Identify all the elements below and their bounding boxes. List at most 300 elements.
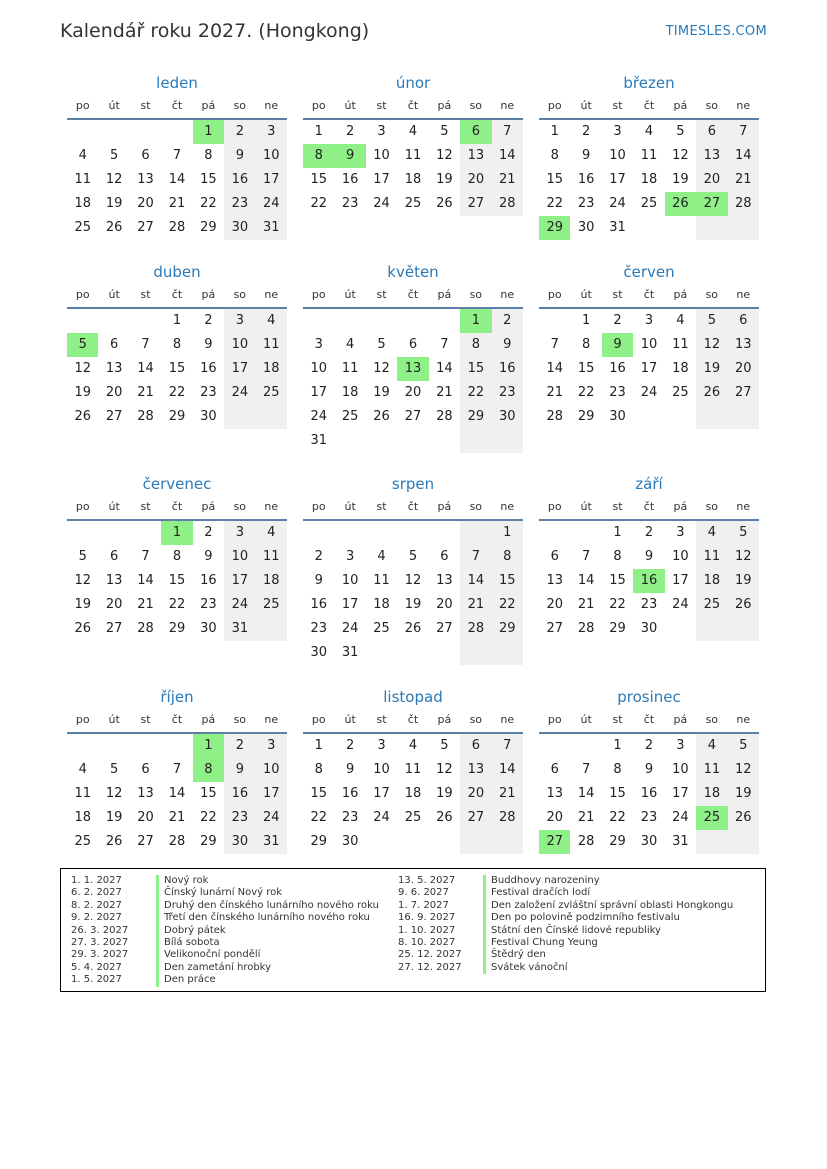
day-cell: 13 [105, 573, 123, 588]
day-cell: 4 [78, 148, 87, 163]
day-cell: 3 [644, 313, 654, 328]
weekday-label: st [612, 713, 623, 726]
day-cell: 15 [168, 573, 186, 588]
empty-day-cell [161, 734, 192, 758]
day-cell: 19 [74, 597, 91, 612]
day-cell: 18 [341, 385, 359, 400]
day-cell: 14 [492, 144, 523, 168]
day-cell: 3 [224, 309, 255, 333]
day-cell: 22 [168, 385, 186, 400]
empty-day-cell [665, 405, 696, 429]
day-cell: 16 [224, 782, 255, 806]
legend-row [398, 912, 733, 924]
holiday-name: Den po polovině podzimního festivalu [491, 912, 680, 924]
day-cell: 2 [345, 738, 355, 753]
day-cell: 28 [168, 220, 186, 235]
weekday-label: ne [500, 288, 515, 301]
weekday-label: so [705, 99, 719, 112]
day-cell: 15 [609, 573, 626, 588]
day-cell: 23 [224, 192, 255, 216]
day-cell: 2 [224, 734, 255, 758]
day-cell: 15 [460, 357, 491, 381]
day-cell: 29 [492, 617, 523, 641]
empty-day-cell [130, 521, 161, 545]
day-cell: 25 [74, 220, 91, 235]
day-cell: 4 [345, 337, 355, 352]
legend-row [398, 900, 733, 912]
day-cell: 1 [613, 738, 622, 753]
day-cell: 24 [341, 621, 359, 636]
day-cell: 2 [314, 549, 323, 564]
day-cell: 8 [172, 549, 182, 564]
day-cell: 8 [613, 549, 622, 564]
day-cell: 2 [492, 309, 523, 333]
weekday-label: ne [736, 713, 751, 726]
day-cell: 10 [224, 545, 255, 569]
weekday-label: čt [171, 99, 183, 112]
day-cell: 9 [581, 148, 591, 163]
day-cell: 14 [492, 758, 523, 782]
day-cell: 28 [577, 621, 595, 636]
empty-day-cell [366, 830, 397, 854]
empty-day-cell [460, 830, 491, 854]
day-cell: 30 [640, 834, 658, 849]
day-cell: 16 [224, 168, 255, 192]
legend-row [71, 949, 379, 961]
empty-day-cell [429, 641, 460, 665]
empty-day-cell [570, 734, 601, 758]
weekday-label: so [705, 713, 719, 726]
weekday-label: ne [736, 288, 751, 301]
day-grid [539, 521, 759, 641]
day-cell: 7 [728, 120, 759, 144]
weekday-label: pá [673, 99, 688, 112]
day-cell: 19 [74, 385, 91, 400]
empty-day-cell [539, 734, 570, 758]
day-cell: 20 [105, 597, 123, 612]
day-cell: 29 [460, 405, 491, 429]
day-cell: 13 [460, 144, 491, 168]
day-cell: 15 [546, 172, 563, 187]
weekday-label: čt [407, 99, 419, 112]
day-cell: 20 [728, 357, 759, 381]
day-cell: 15 [168, 361, 186, 376]
empty-day-cell [570, 521, 601, 545]
day-cell: 3 [256, 734, 287, 758]
empty-day-cell [130, 734, 161, 758]
empty-day-cell [429, 521, 460, 545]
holiday-color-marker [156, 949, 159, 961]
day-cell: 19 [436, 786, 453, 801]
day-cell: 20 [546, 597, 563, 612]
day-cell: 3 [377, 738, 386, 753]
empty-day-cell [429, 309, 460, 333]
weekday-label: čt [407, 288, 419, 301]
day-cell: 12 [74, 361, 91, 376]
month-name: leden [156, 74, 198, 92]
day-cell: 22 [460, 381, 491, 405]
day-cell: 6 [550, 549, 559, 564]
month-name: srpen [391, 475, 435, 493]
day-cell: 27 [404, 409, 422, 424]
day-cell: 19 [696, 357, 727, 381]
weekday-label: út [344, 99, 356, 112]
weekday-header [539, 500, 759, 521]
weekday-label: po [547, 713, 562, 726]
weekday-label: út [344, 713, 356, 726]
day-cell: 4 [408, 124, 418, 139]
holiday-name: Třetí den čínského lunárního nového roku [164, 912, 370, 924]
empty-day-cell [728, 617, 759, 641]
day-cell: 26 [436, 196, 453, 211]
month-calendar [67, 474, 287, 641]
empty-day-cell [492, 830, 523, 854]
day-cell: 24 [672, 810, 689, 825]
weekday-label: ne [500, 500, 515, 513]
day-cell: 5 [696, 309, 727, 333]
holiday-day-cell: 25 [696, 806, 727, 830]
day-cell: 13 [137, 786, 154, 801]
day-cell: 14 [137, 361, 154, 376]
weekday-header [303, 500, 523, 521]
day-cell: 20 [460, 168, 491, 192]
day-cell: 28 [492, 806, 523, 830]
day-cell: 18 [74, 810, 91, 825]
weekday-label: út [108, 99, 120, 112]
weekday-header [67, 713, 287, 734]
weekday-label: so [233, 288, 247, 301]
weekday-label: čt [643, 99, 655, 112]
day-cell: 9 [224, 758, 255, 782]
day-cell: 11 [256, 545, 287, 569]
empty-day-cell [696, 830, 727, 854]
empty-day-cell [397, 429, 428, 453]
day-cell: 9 [204, 337, 213, 352]
month-name: březen [623, 74, 675, 92]
legend-row [398, 937, 733, 949]
day-cell: 28 [137, 621, 154, 636]
day-cell: 28 [577, 834, 595, 849]
day-cell: 2 [204, 313, 213, 328]
day-cell: 10 [609, 148, 626, 163]
day-cell: 13 [546, 786, 563, 801]
weekday-header [539, 288, 759, 309]
holiday-day-cell: 26 [665, 192, 696, 216]
day-cell: 5 [440, 738, 449, 753]
empty-day-cell [366, 429, 397, 453]
day-cell: 6 [550, 762, 559, 777]
day-cell: 1 [314, 124, 323, 139]
day-cell: 11 [373, 573, 390, 588]
day-cell: 14 [436, 361, 453, 376]
weekday-label: čt [171, 500, 183, 513]
month-name: únor [395, 74, 431, 92]
holiday-date: 9. 6. 2027 [398, 887, 449, 899]
month-name: prosinec [617, 688, 681, 706]
empty-day-cell [303, 309, 334, 333]
weekday-header [67, 500, 287, 521]
day-cell: 10 [256, 758, 287, 782]
day-cell: 26 [105, 834, 123, 849]
day-cell: 9 [345, 762, 355, 777]
holiday-color-marker [483, 875, 486, 887]
day-cell: 31 [224, 617, 255, 641]
weekday-label: ne [264, 99, 279, 112]
holiday-color-marker [483, 912, 486, 924]
day-cell: 20 [436, 597, 453, 612]
holiday-color-marker [483, 925, 486, 937]
day-cell: 6 [109, 337, 119, 352]
day-cell: 27 [436, 621, 453, 636]
month-calendar [67, 262, 287, 429]
empty-day-cell [130, 309, 161, 333]
legend-row [71, 925, 379, 937]
legend-row [398, 875, 733, 887]
day-cell: 21 [137, 385, 154, 400]
day-cell: 5 [109, 762, 119, 777]
day-cell: 21 [168, 196, 186, 211]
day-cell: 31 [341, 645, 359, 660]
holiday-date: 1. 10. 2027 [398, 924, 456, 936]
day-cell: 4 [644, 124, 654, 139]
day-cell: 21 [137, 597, 154, 612]
brand-logo-text[interactable]: TIMESLES.COM [665, 24, 767, 39]
empty-day-cell [256, 617, 287, 641]
day-cell: 20 [137, 196, 154, 211]
weekday-label: út [108, 288, 120, 301]
day-cell: 20 [137, 810, 154, 825]
day-cell: 19 [672, 172, 689, 187]
day-cell: 10 [640, 337, 658, 352]
weekday-label: út [580, 99, 592, 112]
day-cell: 22 [200, 196, 217, 211]
day-cell: 25 [640, 196, 658, 211]
day-cell: 19 [728, 569, 759, 593]
holiday-day-cell: 1 [193, 120, 224, 144]
holiday-name: Velikonoční pondělí [164, 949, 261, 961]
weekday-label: st [612, 288, 623, 301]
legend-row [71, 875, 379, 887]
day-cell: 22 [492, 593, 523, 617]
day-cell: 26 [373, 409, 390, 424]
legend-row [71, 937, 379, 949]
holiday-color-marker [156, 925, 159, 937]
day-cell: 13 [436, 573, 453, 588]
weekday-label: st [376, 288, 387, 301]
day-cell: 30 [609, 409, 626, 424]
day-cell: 11 [696, 545, 727, 569]
day-cell: 12 [728, 545, 759, 569]
day-cell: 14 [168, 786, 186, 801]
month-calendar [303, 474, 523, 665]
day-cell: 4 [377, 549, 386, 564]
day-cell: 3 [314, 337, 323, 352]
day-cell: 15 [492, 569, 523, 593]
weekday-label: pá [673, 713, 688, 726]
day-cell: 1 [314, 738, 323, 753]
empty-day-cell [397, 521, 428, 545]
day-cell: 7 [141, 337, 150, 352]
day-cell: 29 [200, 220, 217, 235]
day-cell: 24 [640, 385, 658, 400]
weekday-label: st [612, 99, 623, 112]
day-cell: 28 [137, 409, 154, 424]
empty-day-cell [539, 521, 570, 545]
empty-day-cell [728, 830, 759, 854]
weekday-label: út [580, 500, 592, 513]
day-cell: 3 [377, 124, 386, 139]
day-cell: 22 [609, 810, 626, 825]
day-cell: 17 [310, 385, 327, 400]
day-cell: 14 [168, 172, 186, 187]
day-cell: 23 [492, 381, 523, 405]
day-cell: 21 [728, 168, 759, 192]
day-cell: 7 [550, 337, 559, 352]
weekday-header [67, 288, 287, 309]
day-cell: 23 [341, 196, 359, 211]
day-cell: 22 [546, 196, 563, 211]
month-name: listopad [383, 688, 443, 706]
weekday-label: út [344, 288, 356, 301]
day-cell: 30 [341, 834, 359, 849]
holiday-day-cell: 6 [460, 120, 491, 144]
weekday-label: so [705, 288, 719, 301]
day-cell: 11 [404, 762, 422, 777]
day-cell: 7 [581, 762, 591, 777]
holiday-day-cell: 8 [303, 144, 334, 168]
day-cell: 29 [168, 409, 186, 424]
day-cell: 25 [256, 593, 287, 617]
weekday-header [303, 99, 523, 120]
day-cell: 2 [613, 313, 622, 328]
day-grid [539, 309, 759, 429]
day-cell: 10 [672, 549, 689, 564]
empty-day-cell [366, 521, 397, 545]
holiday-day-cell: 5 [67, 333, 98, 357]
day-cell: 23 [609, 385, 626, 400]
day-cell: 20 [460, 782, 491, 806]
weekday-header [539, 99, 759, 120]
holiday-date: 26. 3. 2027 [71, 924, 129, 936]
day-cell: 23 [577, 196, 595, 211]
holiday-day-cell: 9 [602, 333, 633, 357]
holiday-date: 9. 2. 2027 [71, 912, 122, 924]
day-cell: 4 [78, 762, 87, 777]
day-cell: 13 [137, 172, 154, 187]
day-cell: 15 [310, 172, 327, 187]
day-cell: 12 [74, 573, 91, 588]
day-cell: 9 [644, 762, 654, 777]
day-cell: 21 [546, 385, 563, 400]
day-cell: 17 [256, 782, 287, 806]
day-cell: 24 [256, 806, 287, 830]
weekday-label: so [469, 99, 483, 112]
day-cell: 29 [609, 621, 626, 636]
month-name: červen [623, 263, 675, 281]
day-cell: 31 [310, 433, 327, 448]
holiday-color-marker [156, 974, 159, 986]
day-grid [303, 521, 523, 665]
weekday-label: po [75, 288, 90, 301]
weekday-label: čt [643, 288, 655, 301]
day-cell: 31 [609, 220, 626, 235]
day-cell: 18 [373, 597, 390, 612]
weekday-label: út [108, 500, 120, 513]
day-cell: 14 [728, 144, 759, 168]
day-cell: 4 [676, 313, 685, 328]
empty-day-cell [98, 734, 129, 758]
day-cell: 31 [672, 834, 689, 849]
day-cell: 18 [256, 357, 287, 381]
weekday-header [303, 713, 523, 734]
weekday-label: so [233, 713, 247, 726]
day-cell: 5 [728, 734, 759, 758]
day-cell: 8 [492, 545, 523, 569]
day-cell: 12 [373, 361, 390, 376]
legend-row [71, 912, 379, 924]
day-cell: 17 [373, 172, 390, 187]
empty-day-cell [334, 309, 365, 333]
weekday-label: po [547, 99, 562, 112]
weekday-label: st [140, 288, 151, 301]
holiday-name: Buddhovy narozeniny [491, 875, 600, 886]
day-cell: 24 [224, 593, 255, 617]
holiday-color-marker [156, 887, 159, 899]
day-cell: 5 [408, 549, 418, 564]
day-cell: 15 [577, 361, 595, 376]
day-cell: 25 [404, 810, 422, 825]
holiday-name: Den založení zvláštní správní oblasti Hongkongu [491, 899, 734, 911]
day-cell: 19 [404, 597, 422, 612]
day-cell: 16 [341, 172, 359, 187]
weekday-label: ne [264, 713, 279, 726]
legend-row [71, 900, 379, 912]
month-calendar [539, 73, 759, 240]
day-cell: 13 [696, 144, 727, 168]
holiday-date: 27. 12. 2027 [398, 961, 462, 973]
day-cell: 9 [492, 333, 523, 357]
day-cell: 29 [168, 621, 186, 636]
day-cell: 12 [672, 148, 689, 163]
day-cell: 10 [341, 573, 359, 588]
empty-day-cell [303, 521, 334, 545]
day-cell: 14 [460, 569, 491, 593]
empty-day-cell [728, 216, 759, 240]
day-cell: 3 [345, 549, 355, 564]
holiday-day-cell: 1 [161, 521, 192, 545]
holiday-date: 1. 5. 2027 [71, 974, 122, 986]
day-cell: 12 [105, 172, 123, 187]
day-grid [303, 309, 523, 453]
day-cell: 25 [256, 381, 287, 405]
weekday-label: čt [171, 288, 183, 301]
day-cell: 24 [373, 810, 390, 825]
day-cell: 20 [696, 168, 727, 192]
holiday-name: Nový rok [164, 875, 209, 886]
day-cell: 26 [696, 381, 727, 405]
day-cell: 28 [168, 834, 186, 849]
day-cell: 30 [224, 216, 255, 240]
weekday-label: pá [201, 288, 216, 301]
day-cell: 12 [105, 786, 123, 801]
day-cell: 17 [672, 573, 689, 588]
weekday-label: po [75, 500, 90, 513]
weekday-label: ne [736, 99, 751, 112]
day-cell: 15 [310, 786, 327, 801]
day-cell: 22 [609, 597, 626, 612]
month-calendar [539, 474, 759, 641]
holiday-date: 1. 1. 2027 [71, 875, 122, 886]
